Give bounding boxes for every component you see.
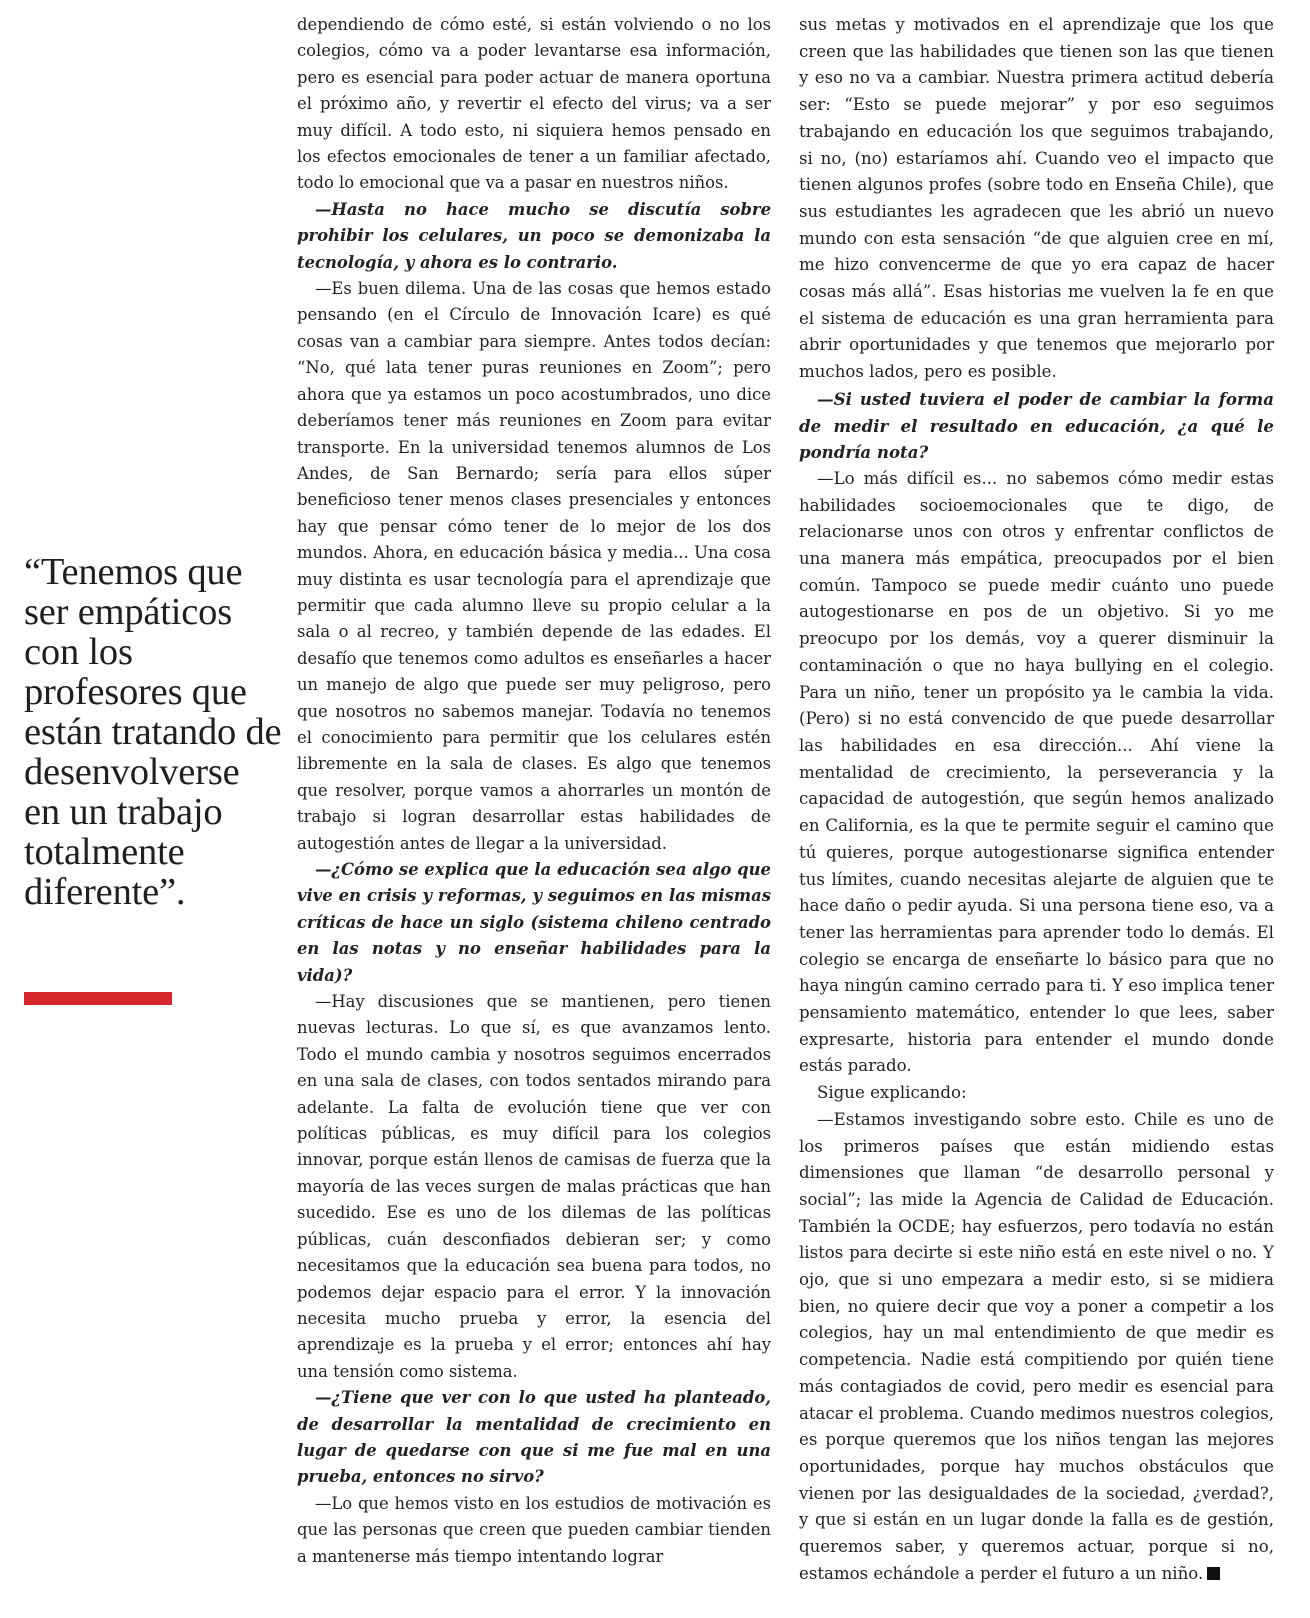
article-column-2 xyxy=(799,12,1274,1587)
paragraph: sus metas y motivados en el aprendizaje que los que creen que las habilidades que tienen son las que tienen y eso no va a cambiar. Nuestra primera actitud debería ser: “Esto se puede mejorar” y por eso seguimos trabajando en educación los que seguimos trabajando, si no, (no) estaríamos ahí. Cuando veo el impacto que tienen algunos profes (sobre todo en Enseña Chile), que sus estudiantes les agradecen que les abrió un nuevo mundo con esta sensación “de que alguien cree en mí, me hizo convencerme de que yo era capaz de hacer cosas más allá”. Esas historias me vuelven la fe en que el sistema de educación es una gran herramienta para abrir oportunidades y que tenemos que mejorarlo por muchos lados, pero es posible. xyxy=(799,15,1274,382)
article-column-1 xyxy=(297,12,771,1570)
interview-answer: —Lo más difícil es... no sabemos cómo medir estas habilidades socioemocionales que te digo, de relacionarse unos con otros y enfrentar conflictos de una manera más empática, preocupados por el bien común. Tampoco se puede medir cuánto uno puede autogestionarse en pos de un objetivo. Si yo me preocupo por los demás, voy a querer disminuir la contaminación o que no haya bullying en el colegio. Para un niño, tener un propósito ya le cambia la vida. (Pero) si no está convencido de que puede desarrollar las habilidades en esa dirección... Ahí viene la mentalidad de crecimiento, la perseverancia y la capacidad de autogestión, que según hemos analizado en California, es la que te permite seguir el camino que tú quieres, porque autogestionarse significa entender tus límites, cuando necesitas alejarte de alguien que te hace daño o pedir ayuda. Si una persona tiene eso, va a tener las herramientas para aprender todo lo demás. El colegio se encarga de enseñarte lo básico para que no haya ningún camino cerrado para ti. Y eso implica tener pensamiento matemático, entender lo que lees, saber expresarte, historia para entender el mundo donde estás parado. xyxy=(799,468,1274,1076)
interview-answer xyxy=(799,1107,1274,1588)
interview-question: —Si usted tuviera el poder de cambiar la forma de medir el resultado en educación, ¿a qué le pondría nota? xyxy=(799,388,1274,463)
interview-question: —Hasta no hace mucho se discutía sobre prohibir los celulares, un poco se demonizaba la tecnología, y ahora es lo contrario. xyxy=(297,199,771,272)
quote-accent-bar xyxy=(24,992,172,1005)
interview-question: —¿Cómo se explica que la educación sea algo que vive en crisis y reformas, y seguimos en las mismas críticas de hace un siglo (sistema chileno centrado en las notas y no enseñar habilidades para la vida)? xyxy=(297,860,771,985)
interview-answer: —Hay discusiones que se mantienen, pero tienen nuevas lecturas. Lo que sí, es que avanzamos lento. Todo el mundo cambia y nosotros seguimos encerrados en una sala de clases, con todos sentados mirando para adelante. La falta de evolución tiene que ver con políticas públicas, es muy difícil para los colegios innovar, porque están llenos de camisas de fuerza que la mayoría de las veces surgen de malas prácticas que han sucedido. Ese es uno de los dilemas de las políticas públicas, cuán desconfiados debieran ser; y como necesitamos que la educación sea buena para todos, no podemos dejar espacio para el error. Y la innovación necesita mucho prueba y error, la esencia del aprendizaje es la prueba y el error; entonces ahí hay una tensión como sistema. xyxy=(297,992,771,1381)
paragraph: dependiendo de cómo esté, si están volviendo o no los colegios, cómo va a poder levantarse esa información, pero es esencial para poder actuar de manera oportuna el próximo año, y revertir el efecto del virus; va a ser muy difícil. A todo esto, ni siquiera hemos pensado en los efectos emocionales de tener a un familiar afectado, todo lo emocional que va a pasar en nuestros niños. xyxy=(297,15,771,193)
interview-answer: Sigue explicando: xyxy=(817,1083,967,1103)
end-of-article-mark xyxy=(1207,1567,1220,1580)
pull-quote: “Tenemos que ser empáticos con los profesores que están tratando de desenvolverse en un trabajo totalmente diferente”. xyxy=(24,551,282,913)
interview-answer: —Lo que hemos visto en los estudios de motivación es que las personas que creen que pueden cambiar tienden a mantenerse más tiempo intentando lograr xyxy=(297,1493,771,1566)
interview-answer: —Es buen dilema. Una de las cosas que hemos estado pensando (en el Círculo de Innovación Icare) es qué cosas van a cambiar para siempre. Antes todos decían: “No, qué lata tener puras reuniones en Zoom”; pero ahora que ya estamos un poco acostumbrados, uno dice deberíamos tener más reuniones en Zoom para evitar transporte. En la universidad tenemos alumnos de Los Andes, de San Bernardo; sería para ellos súper beneficioso tener menos clases presenciales y entonces hay que pensar cómo tener de lo mejor de los dos mundos. Ahora, en educación básica y media... Una cosa muy distinta es usar tecnología para el aprendizaje que permitir que cada alumno lleve su propio celular a la sala o al recreo, y también depende de las edades. El desafío que tenemos como adultos es enseñarles a hacer un manejo de algo que puede ser muy peligroso, pero que nosotros no sabemos manejar. Todavía no tenemos el conocimiento para permitir que los celulares estén libremente en la sala de clases. Es algo que tenemos que resolver, porque vamos a ahorrarles un montón de trabajo si logran desarrollar estas habilidades de autogestión antes de llegar a la universidad. xyxy=(297,279,771,853)
interview-question: —¿Tiene que ver con lo que usted ha planteado, de desarrollar la mentalidad de crecimiento en lugar de quedarse con que si me fue mal en una prueba, entonces no sirvo? xyxy=(297,1388,771,1487)
paragraph-text: —Estamos investigando sobre esto. Chile es uno de los primeros países que están midiendo estas dimensiones que llaman “de desarrollo personal y social”; las mide la Agencia de Calidad de Educación. También la OCDE; hay esfuerzos, pero todavía no están listos para decirte si este niño está en este nivel o no. Y ojo, que si uno empezara a medir esto, si se midiera bien, no quiere decir que voy a poner a competir a los colegios, hay un mal entendimiento de que medir es competencia. Nadie está compitiendo por quién tiene más contagiados de covid, pero medir es esencial para atacar el problema. Cuando medimos nuestros colegios, es porque queremos que los niños tengan las mejores oportunidades, porque hay muchos obstáculos que vienen por las desigualdades de la sociedad, ¿verdad?, y que si están en un lugar donde la falla es de gestión, queremos saber, y queremos actuar, porque si no, estamos echándole a perder el futuro a un niño. xyxy=(799,1109,1274,1583)
